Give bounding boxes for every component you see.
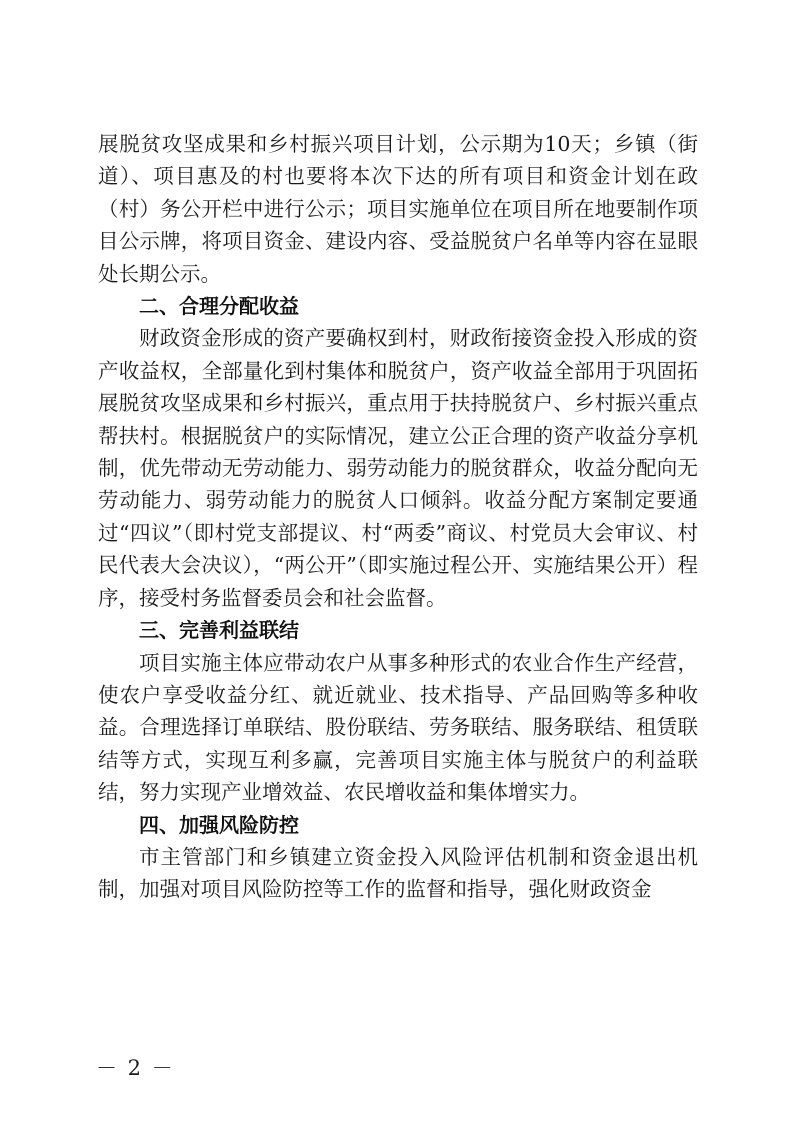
page-number: － 2 － [96,1056,175,1080]
section-heading-distribute-income: 二、合理分配收益 [139,294,299,319]
section-paragraph-interest-linkage: 项目实施主体应带动农户从事多种形式的农业合作生产经营，使农户享受收益分红、就近就业、技术指导、产品回购等多种收益。合理选择订单联结、股份联结、劳务联结、服务联结、租赁联结等方式，实现互利多赢，完善项目实施主体与脱贫户的利益联结，努力实现产业增效益、农民增收益和集体增实力。 [98,650,698,805]
continued-paragraph: 展脱贫攻坚成果和乡村振兴项目计划，公示期为10天；乡镇（街道）、项目惠及的村也要将本次下达的所有项目和资金计划在政（村）务公开栏中进行公示；项目实施单位在项目所在地要制作项目公示牌，将项目资金、建设内容、受益脱贫户名单等内容在显眼处长期公示。 [98,132,698,286]
section-paragraph-distribute-income: 财政资金形成的资产要确权到村，财政衔接资金投入形成的资产收益权，全部量化到村集体和脱贫户，资产收益全部用于巩固拓展脱贫攻坚成果和乡村振兴，重点用于扶持脱贫户、乡村振兴重点帮扶村。根据脱贫户的实际情况，建立公正合理的资产收益分享机制，优先带动无劳动能力、弱劳动能力的脱贫群众，收益分配向无劳动能力、弱劳动能力的脱贫人口倾斜。收益分配方案制定要通过“四议”（即村党支部提议、村“两委”商议、村党员大会审议、村民代表大会决议），“两公开”（即实施过程公开、实施结果公开）程序，接受村务监督委员会和社会监督。 [98,326,698,610]
section-paragraph-risk-control: 市主管部门和乡镇建立资金投入风险评估机制和资金退出机制，加强对项目风险防控等工作的监督和指导，强化财政资金 [98,844,698,902]
section-heading-interest-linkage: 三、完善利益联结 [139,618,299,643]
document-body [98,128,698,906]
section-heading-risk-control: 四、加强风险防控 [139,812,299,837]
